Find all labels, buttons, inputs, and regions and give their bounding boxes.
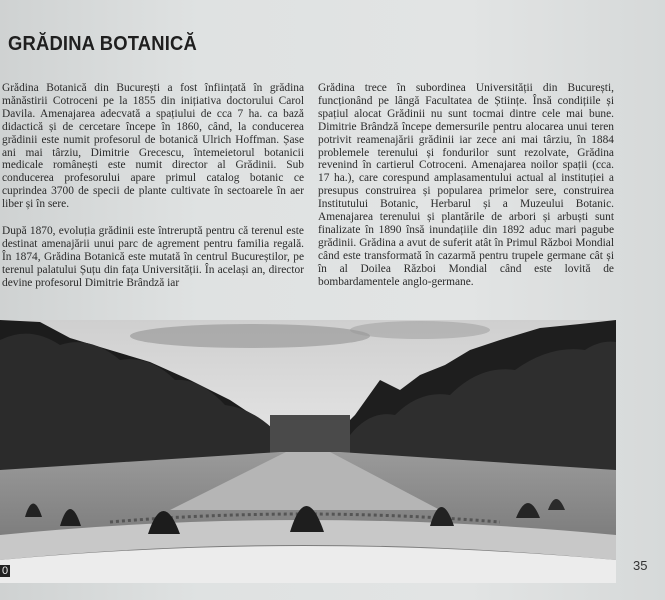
page-number-right: 35	[633, 558, 648, 573]
paragraph: După 1870, evoluția grădinii este întreruptă pentru că terenul este destinat amenajării unui parc de agrement pentru familia regală. În 1874, Grădina Botanică este mutată în centrul Bucureștilor, pe terenul palatului Șuțu din fața Universității. În același an, director devine profesorul Dimitrie Brândză iar	[2, 225, 304, 289]
cloud	[130, 324, 370, 348]
distant-trees	[270, 415, 350, 455]
text-column-left	[2, 82, 304, 304]
cloud	[350, 321, 490, 339]
paragraph: Grădina Botanică din București a fost înființată în grădina mănăstirii Cotroceni pe la 1855 din inițiativa doctorului Carol Davila. Amenajarea adecvată a spațiului de cca 7 ha. ca bază didactică și de cercetare începe în 1860, când, la conducerea grădinii este numit profesorul de botanică Ulrich Hoffman. Șase ani mai târziu, Dimitrie Grecescu, întemeietorul botanicii medicale românești este numit director al Grădinii. Sub conducerea profesorului apare primul catalog botanic ce cuprindea 3700 de specii de plante cultivate în sectoarele în aer liber și în sere.	[2, 82, 304, 211]
page-title: GRĂDINA BOTANICĂ	[8, 33, 197, 55]
text-column-right	[318, 82, 614, 303]
page-number-left: 0	[2, 565, 9, 577]
garden-photograph	[0, 320, 616, 583]
paragraph: Grădina trece în subordinea Universității din București, funcționând pe lângă Facultatea de Științe. Însă condițiile și spațiul alocat Grădinii nu sunt tocmai dintre cele mai bune. Dimitrie Brândză începe demersurile pentru alocarea unui teren potrivit reamenajării grădinii iar zece ani mai târziu, în 1884 problemele terenului și fondurilor sunt rezolvate, Grădina revenind în cartierul Cotroceni. Amenajarea noilor spații (cca. 17 ha.), care corespund amplasamentului actual al instituției a presupus construirea și popularea primelor sere, construirea Institutului Botanic, Herbarul și a Muzeului Botanic. Amenajarea terenului și plantările de arbori și arbuști sunt finalizate în 1890 însă inundațiile din 1892 aduc mari pagube grădinii. Grădina a avut de suferit atât în Primul Război Mondial când este transformată în cazarmă pentru trupele germane cât și în al Doilea Război Mondial când este lovită de bombardamentele anglo-germane.	[318, 82, 614, 288]
